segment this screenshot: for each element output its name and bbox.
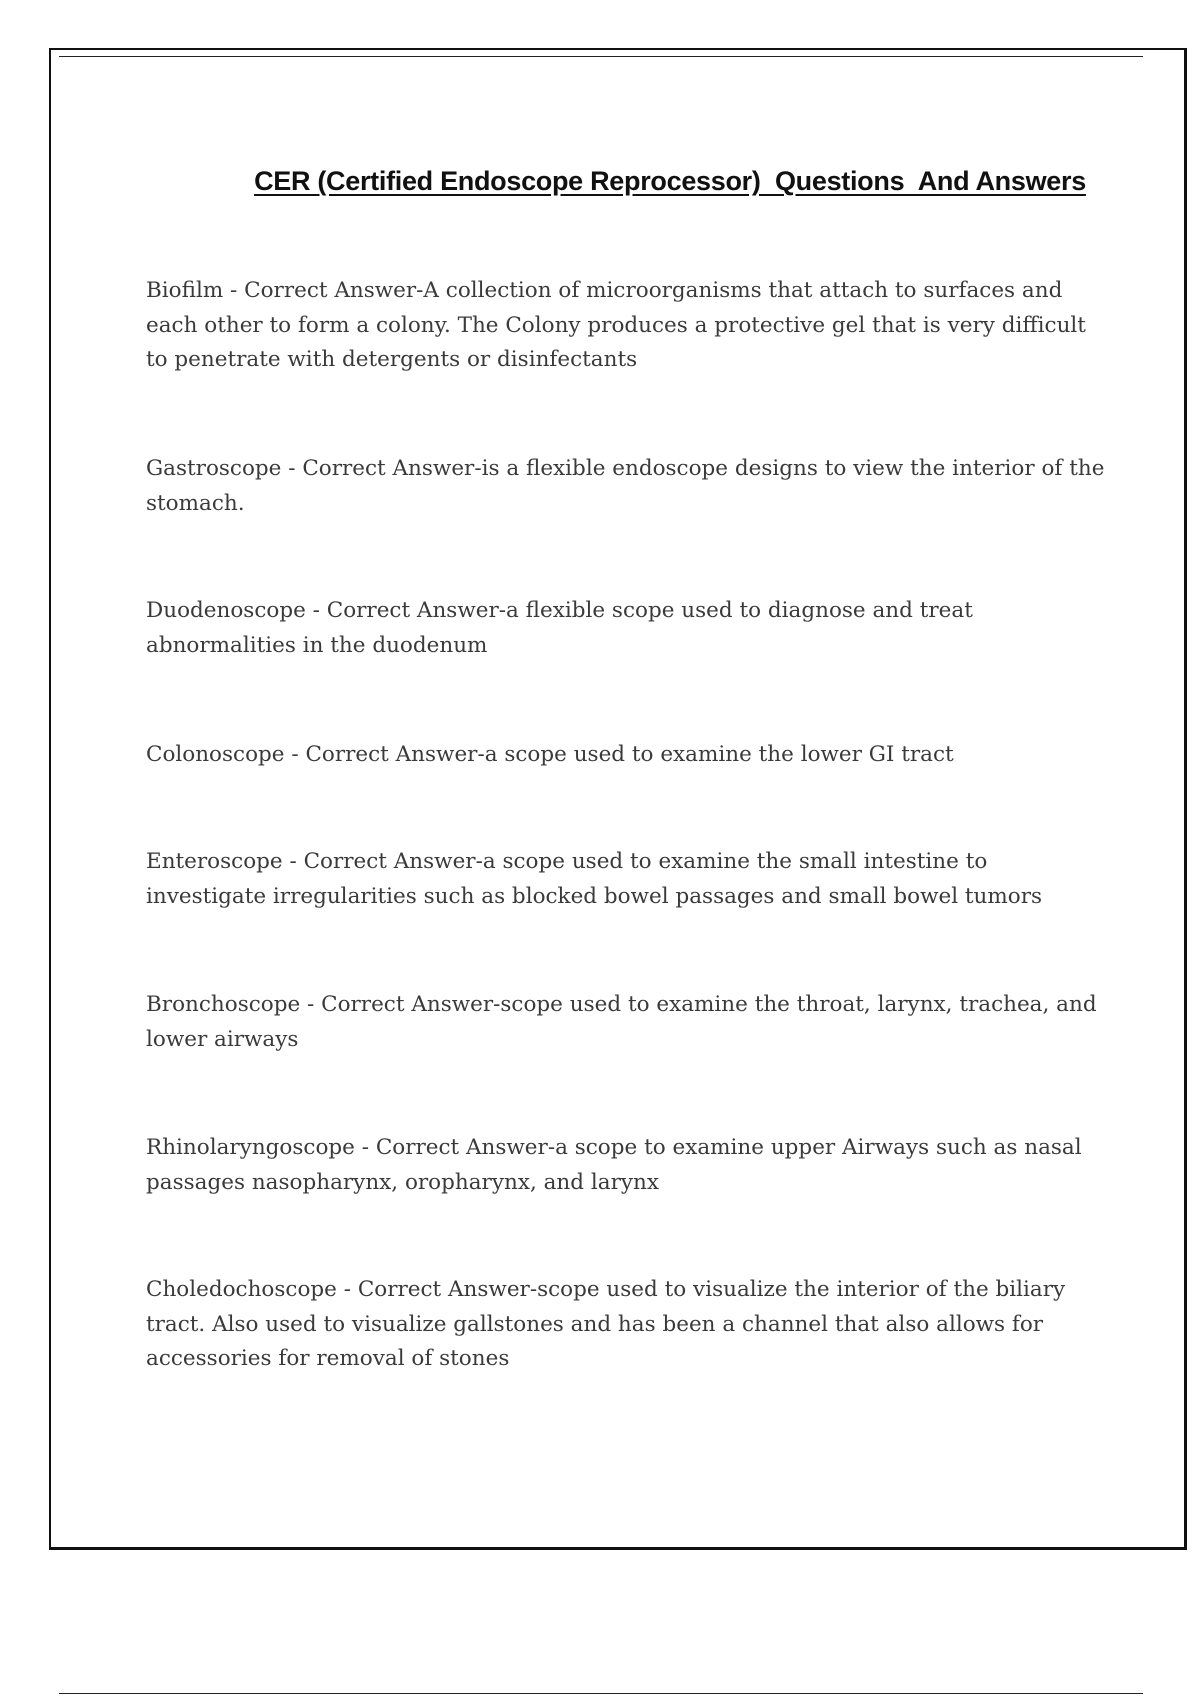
qa-entry-colonoscope: Colonoscope - Correct Answer-a scope used to examine the lower GI tract [146, 742, 954, 767]
qa-entry-gastroscope: Gastroscope - Correct Answer-is a flexible endoscope designs to view the interior of the stomach. [146, 456, 1105, 516]
document-title: CER (Certified Endoscope Reprocessor) Questions And Answers [254, 166, 1086, 197]
qa-entry-biofilm: Biofilm - Correct Answer-A collection of microorganisms that attach to surfaces and each other to form a colony. The Colony produces a protective gel that is very difficult to penetrate with detergents or disinfectants [146, 278, 1086, 372]
qa-entry-duodenoscope: Duodenoscope - Correct Answer-a flexible scope used to diagnose and treat abnormalities in the duodenum [146, 598, 973, 658]
qa-entry-enteroscope: Enteroscope - Correct Answer-a scope used to examine the small intestine to investigate irregularities such as blocked bowel passages and small bowel tumors [146, 849, 1043, 909]
top-divider [59, 56, 1143, 57]
qa-entry-bronchoscope: Bronchoscope - Correct Answer-scope used to examine the throat, larynx, trachea, and lower airways [146, 992, 1097, 1052]
bottom-divider [59, 1693, 1143, 1694]
qa-entry-choledochoscope: Choledochoscope - Correct Answer-scope used to visualize the interior of the biliary tract. Also used to visualize gallstones and has been a channel that also allows for accessories for removal of stones [146, 1277, 1066, 1371]
qa-entry-rhinolaryngoscope: Rhinolaryngoscope - Correct Answer-a scope to examine upper Airways such as nasal passages nasopharynx, oropharynx, and larynx [146, 1135, 1082, 1195]
